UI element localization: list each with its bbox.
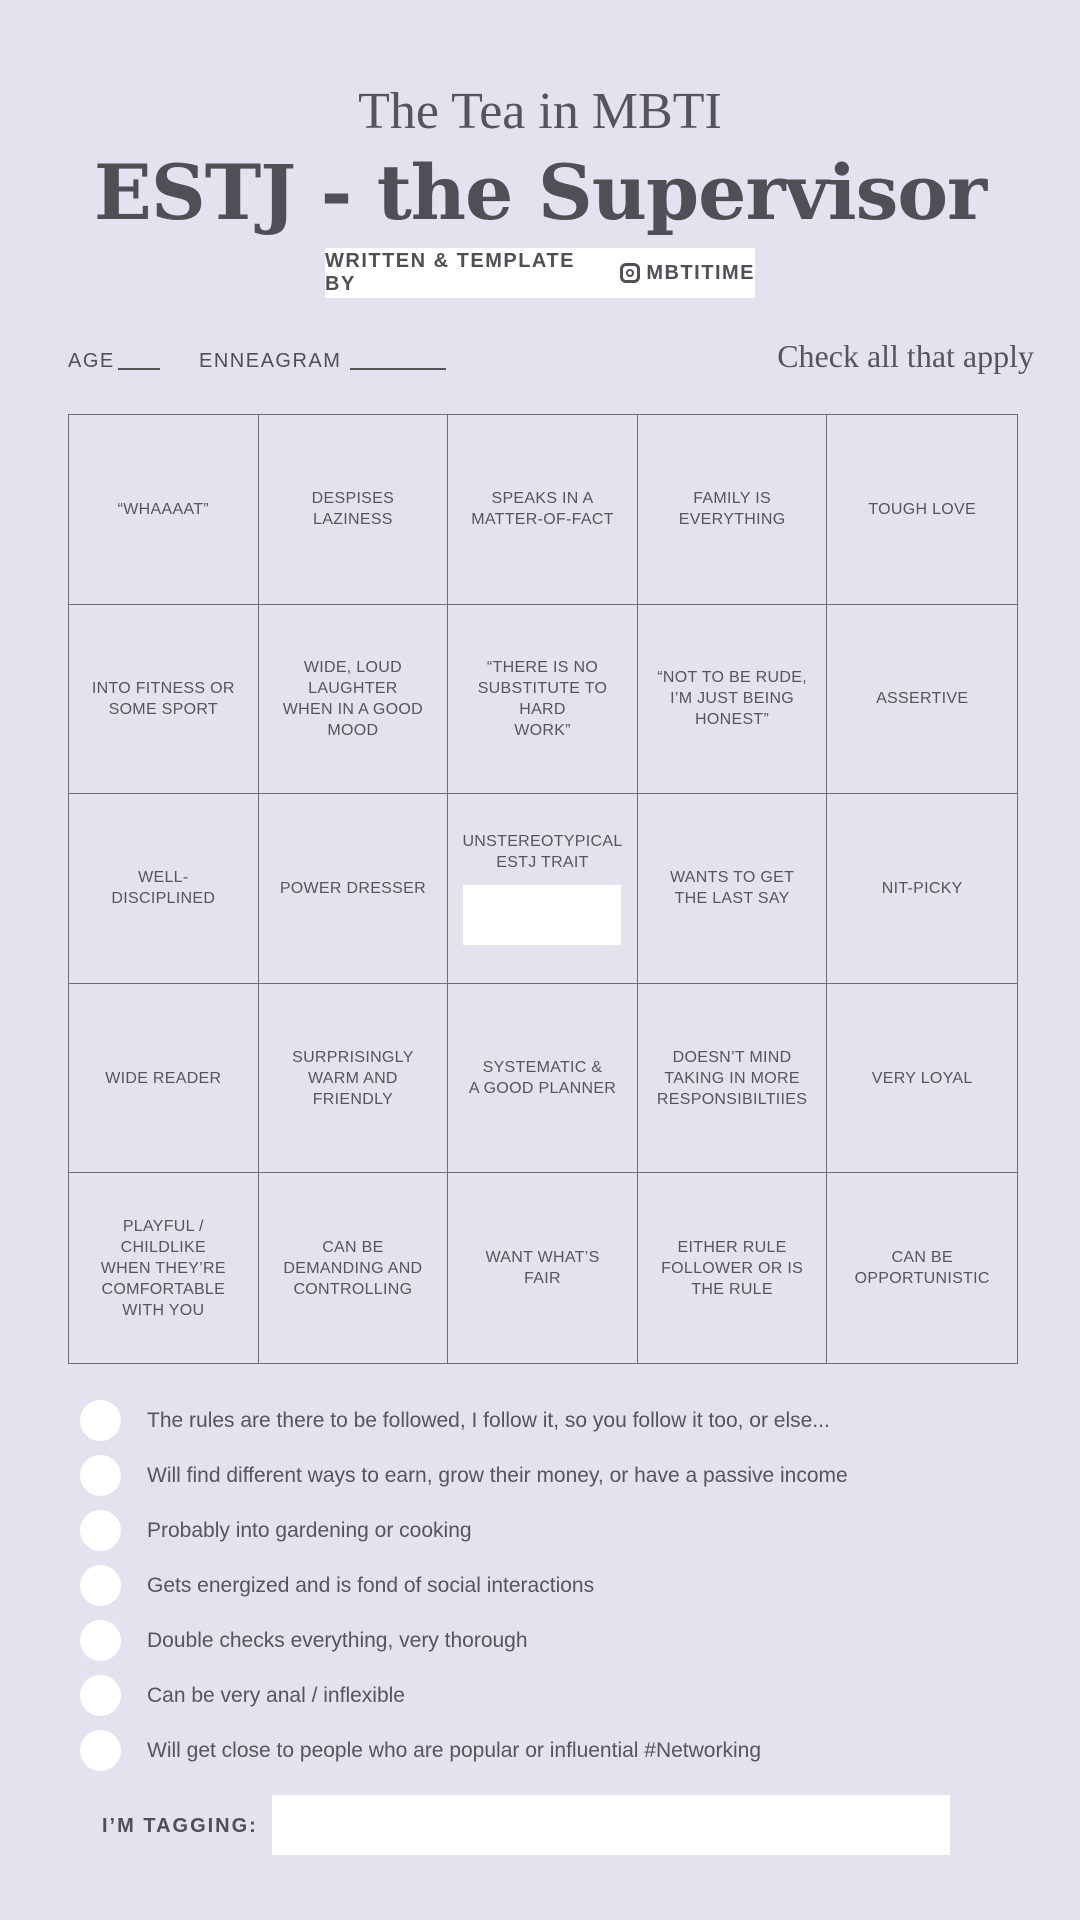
checklist-item[interactable] xyxy=(80,1723,848,1778)
checkbox-circle[interactable] xyxy=(80,1565,121,1606)
age-line[interactable] xyxy=(118,368,160,370)
checklist-text: Double checks everything, very thorough xyxy=(147,1628,528,1652)
cell-label: VERY LOYAL xyxy=(871,1069,973,1087)
page-subtitle: The Tea in MBTI xyxy=(358,83,722,140)
checklist-item[interactable] xyxy=(80,1668,848,1723)
grid-cell[interactable] xyxy=(827,415,1017,605)
checklist-text: Gets energized and is fond of social interactions xyxy=(147,1573,595,1597)
grid-cell[interactable] xyxy=(69,1173,259,1363)
checklist-item[interactable] xyxy=(80,1393,848,1448)
cell-label: “NOT TO BE RUDE, I’M JUST BEING HONEST” xyxy=(657,669,807,729)
grid-cell[interactable] xyxy=(69,415,259,605)
cell-label: WIDE READER xyxy=(105,1069,222,1087)
cell-label: WANT WHAT’S FAIR xyxy=(485,1249,600,1288)
grid-cell[interactable] xyxy=(259,984,449,1174)
page-title: ESTJ - the Supervisor xyxy=(93,148,987,237)
grid-cell[interactable] xyxy=(638,1173,828,1363)
cell-label: SPEAKS IN A MATTER-OF-FACT xyxy=(471,490,614,529)
grid-cell[interactable] xyxy=(448,794,638,984)
credit-badge xyxy=(325,248,755,298)
custom-trait-box[interactable] xyxy=(463,885,621,945)
grid-cell[interactable] xyxy=(259,1173,449,1363)
cell-label: “THERE IS NO SUBSTITUTE TO HARD WORK” xyxy=(477,658,608,739)
instagram-icon xyxy=(620,263,640,283)
credit-prefix: WRITTEN & TEMPLATE BY xyxy=(325,250,575,295)
checklist-text: Will get close to people who are popular or influential #Networking xyxy=(147,1738,762,1762)
grid-cell[interactable] xyxy=(448,415,638,605)
grid-cell[interactable] xyxy=(638,794,828,984)
grid-cell[interactable] xyxy=(638,415,828,605)
cell-label: WIDE, LOUD LAUGHTER WHEN IN A GOOD MOOD xyxy=(282,658,423,739)
checkbox-circle[interactable] xyxy=(80,1675,121,1716)
cell-label: CAN BE DEMANDING AND CONTROLLING xyxy=(283,1238,423,1298)
credit-handle: MBTITIME xyxy=(646,261,755,284)
grid-cell[interactable] xyxy=(827,605,1017,795)
grid-cell[interactable] xyxy=(69,794,259,984)
checklist-item[interactable] xyxy=(80,1448,848,1503)
checklist-text: Can be very anal / inflexible xyxy=(147,1683,405,1707)
cell-label: EITHER RULE FOLLOWER OR IS THE RULE xyxy=(661,1238,804,1298)
grid-cell[interactable] xyxy=(827,984,1017,1174)
cell-label: WELL- DISCIPLINED xyxy=(111,869,216,908)
grid-cell[interactable] xyxy=(638,984,828,1174)
checklist-item[interactable] xyxy=(80,1503,848,1558)
enneagram-line[interactable] xyxy=(350,368,446,370)
checklist-item[interactable] xyxy=(80,1613,848,1668)
grid-cell[interactable] xyxy=(448,984,638,1174)
cell-label: ASSERTIVE xyxy=(876,690,969,708)
cell-label: SURPRISINGLY WARM AND FRIENDLY xyxy=(292,1048,414,1108)
checkbox-circle[interactable] xyxy=(80,1730,121,1771)
grid-cell[interactable] xyxy=(448,1173,638,1363)
cell-label: INTO FITNESS OR SOME SPORT xyxy=(91,679,235,718)
tagging-input[interactable] xyxy=(272,1795,950,1855)
cell-label: SYSTEMATIC & A GOOD PLANNER xyxy=(468,1059,617,1098)
grid-cell[interactable] xyxy=(448,605,638,795)
grid-cell[interactable] xyxy=(69,984,259,1174)
grid-cell[interactable] xyxy=(69,605,259,795)
grid-cell[interactable] xyxy=(638,605,828,795)
grid-cell[interactable] xyxy=(827,1173,1017,1363)
checkbox-circle[interactable] xyxy=(80,1510,121,1551)
enneagram-label: ENNEAGRAM xyxy=(199,350,342,372)
checkbox-circle[interactable] xyxy=(80,1620,121,1661)
age-label: AGE xyxy=(68,350,115,372)
checklist-text: The rules are there to be followed, I follow it, so you follow it too, or else... xyxy=(147,1408,830,1432)
cell-label: WANTS TO GET THE LAST SAY xyxy=(669,869,795,908)
cell-label: PLAYFUL / CHILDLIKE WHEN THEY’RE COMFORTABLE WITH YOU xyxy=(100,1217,226,1319)
cell-label: CAN BE OPPORTUNISTIC xyxy=(854,1249,990,1288)
cell-label: NIT-PICKY xyxy=(881,879,963,897)
cell-label: FAMILY IS EVERYTHING xyxy=(678,490,786,529)
checkbox-circle[interactable] xyxy=(80,1455,121,1496)
tagging-label: I’M TAGGING: xyxy=(102,1815,258,1837)
grid-cell[interactable] xyxy=(827,794,1017,984)
cell-label: DOESN’T MIND TAKING IN MORE RESPONSIBILTIIES xyxy=(656,1048,808,1108)
checklist xyxy=(80,1393,848,1778)
checklist-item[interactable] xyxy=(80,1558,848,1613)
bingo-grid xyxy=(68,414,1018,1364)
checklist-text: Probably into gardening or cooking xyxy=(147,1518,472,1542)
grid-cell[interactable] xyxy=(259,794,449,984)
checkbox-circle[interactable] xyxy=(80,1400,121,1441)
cell-label: TOUGH LOVE xyxy=(868,500,976,518)
cell-label: UNSTEREOTYPICAL ESTJ TRAIT xyxy=(462,833,623,872)
grid-cell[interactable] xyxy=(259,415,449,605)
grid-cell[interactable] xyxy=(259,605,449,795)
checklist-text: Will find different ways to earn, grow their money, or have a passive income xyxy=(147,1463,848,1487)
cell-label: POWER DRESSER xyxy=(279,879,426,897)
cell-label: DESPISES LAZINESS xyxy=(311,490,395,529)
instruction-text: Check all that apply xyxy=(777,338,1034,374)
cell-label: “WHAAAAT” xyxy=(117,500,209,518)
